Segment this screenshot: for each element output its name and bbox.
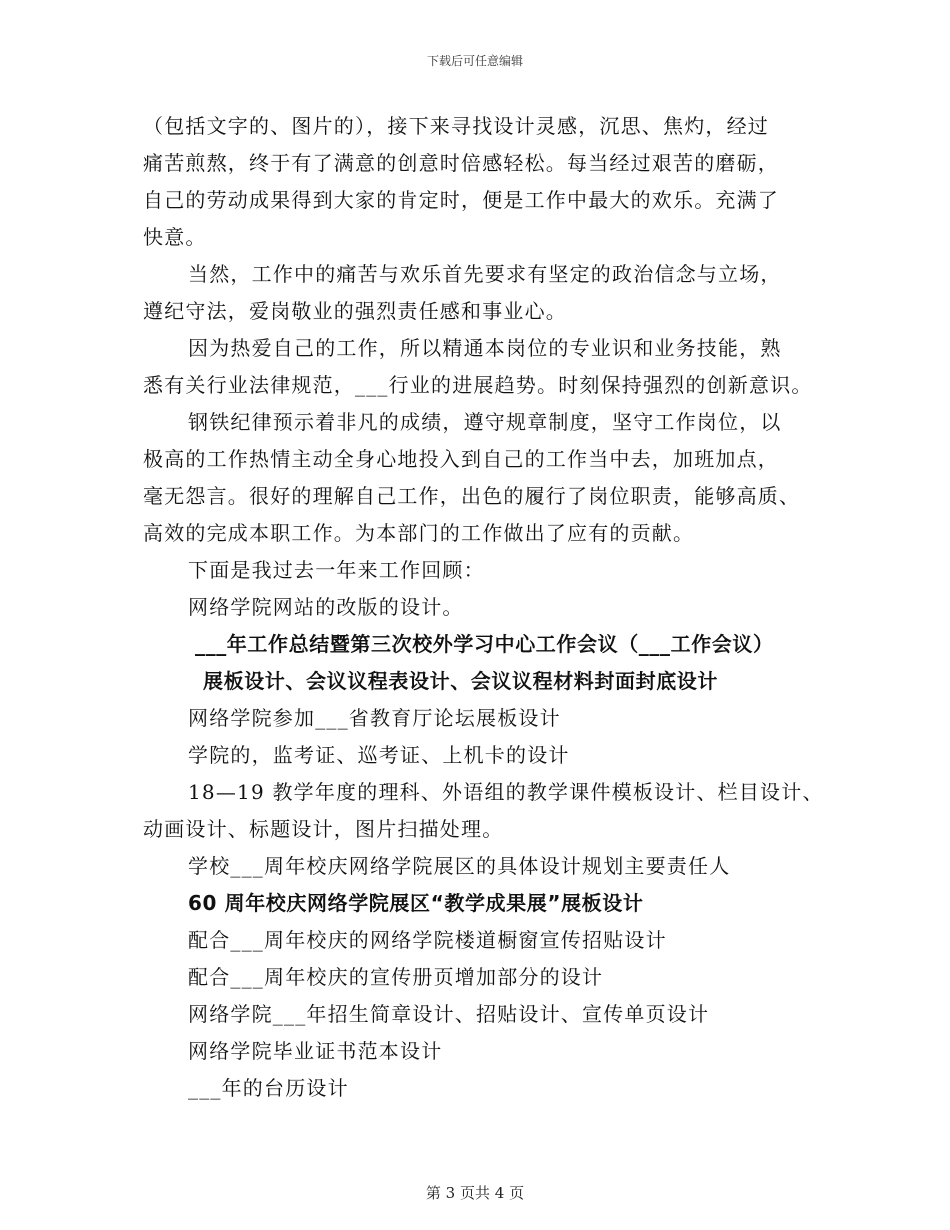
- bold-heading-line: 展板设计、会议议程表设计、会议议程材料封面封底设计: [203, 669, 718, 693]
- page-header: 下载后可任意编辑: [426, 54, 523, 68]
- paragraph-line: 痛苦煎熬，终于有了满意的创意时倍感轻松。每当经过艰苦的磨砺，: [143, 151, 779, 175]
- paragraph-line: 动画设计、标题设计，图片扫描处理。: [143, 817, 504, 841]
- paragraph-line: 毫无怨言。很好的理解自己工作，出色的履行了岗位职责，能够高质、: [143, 484, 801, 508]
- list-item: 配合___周年校庆的宣传册页增加部分的设计: [188, 965, 604, 989]
- paragraph-line: 悉有关行业法律规范，___行业的进展趋势。时刻保持强烈的创新意识。: [143, 373, 813, 397]
- list-item: 配合___周年校庆的网络学院楼道橱窗宣传招贴设计: [188, 928, 667, 952]
- paragraph-line: （包括文字的、图片的），接下来寻找设计灵感，沉思、焦灼，经过: [143, 114, 769, 138]
- paragraph-line: 遵纪守法，爱岗敬业的强烈责任感和事业心。: [143, 299, 567, 323]
- paragraph-line: 快意。: [143, 225, 207, 249]
- list-item: 学院的，监考证、巡考证、上机卡的设计: [188, 743, 570, 767]
- list-item: 网络学院毕业证书范本设计: [188, 1039, 443, 1063]
- list-item: 网络学院___年招生简章设计、招贴设计、宣传单页设计: [188, 1002, 710, 1026]
- paragraph-line: 极高的工作热情主动全身心地投入到自己的工作当中去，加班加点，: [143, 447, 779, 471]
- list-item: 下面是我过去一年来工作回顾：: [188, 558, 485, 582]
- document-body: [143, 108, 823, 1107]
- page-footer: 第 3 页共 4 页: [425, 1184, 525, 1202]
- list-item: 网络学院参加___省教育厅论坛展板设计: [188, 706, 561, 730]
- list-item: 学校___周年校庆网络学院展区的具体设计规划主要责任人: [188, 854, 731, 878]
- paragraph-line: 自己的劳动成果得到大家的肯定时，便是工作中最大的欢乐。充满了: [143, 188, 779, 212]
- bold-heading-line: 60 周年校庆网络学院展区“教学成果展”展板设计: [188, 891, 644, 915]
- list-item: 网络学院网站的改版的设计。: [188, 595, 464, 619]
- paragraph-line: 因为热爱自己的工作，所以精通本岗位的专业识和业务技能，熟: [188, 336, 782, 360]
- list-item: ___年的台历设计: [188, 1076, 349, 1100]
- list-item: 18—19 教学年度的理科、外语组的教学课件模板设计、栏目设计、: [188, 780, 824, 804]
- paragraph-line: 钢铁纪律预示着非凡的成绩，遵守规章制度，坚守工作岗位，以: [188, 410, 782, 434]
- paragraph-line: 当然，工作中的痛苦与欢乐首先要求有坚定的政治信念与立场，: [188, 262, 782, 286]
- bold-heading-line: ___年工作总结暨第三次校外学习中心工作会议（___工作会议）: [195, 632, 774, 656]
- paragraph-line: 高效的完成本职工作。为本部门的工作做出了应有的贡献。: [143, 521, 695, 545]
